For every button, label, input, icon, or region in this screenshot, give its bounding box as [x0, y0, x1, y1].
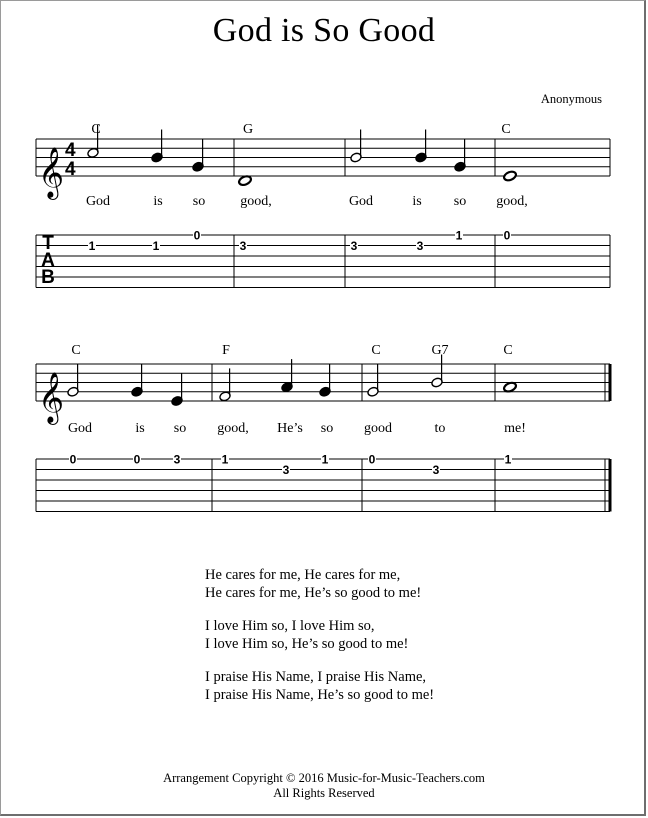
chord-symbol: G7 — [431, 343, 449, 358]
copyright-line: Arrangement Copyright © 2016 Music-for-Music-Teachers.com — [163, 771, 485, 785]
treble-clef-icon: 𝄞 — [38, 372, 65, 423]
tab-fret-number: 3 — [416, 239, 424, 253]
lyric-syllable: God — [85, 194, 111, 209]
time-signature-top: 4 — [65, 140, 76, 161]
tab-fret-number: 3 — [432, 463, 440, 477]
treble-clef-icon: 𝄞 — [38, 147, 65, 198]
lyric-syllable: He’s — [277, 421, 303, 436]
stanza-2 — [205, 617, 434, 653]
tab-fret-number: 0 — [368, 452, 376, 467]
lyric-syllable: so — [320, 421, 334, 436]
lyric-syllable: is — [412, 194, 422, 209]
chord-symbol: C — [71, 343, 81, 358]
chord-symbol: C — [91, 122, 101, 137]
tab-clef-letter: B — [41, 267, 55, 288]
chord-symbol: F — [222, 343, 230, 358]
lyric-syllable: so — [453, 194, 467, 209]
lyric-syllable: is — [153, 194, 163, 209]
tab-fret-number: 3 — [350, 239, 358, 253]
lyric-syllable: me! — [504, 421, 526, 436]
tab-clef-letter: A — [41, 250, 55, 271]
tab-fret-number: 1 — [455, 228, 463, 243]
tab-fret-number: 1 — [88, 239, 96, 253]
chord-symbol: C — [371, 343, 381, 358]
verse-line: He cares for me, He’s so good to me! — [205, 585, 422, 601]
lyric-syllable: so — [173, 421, 187, 436]
whole-note — [503, 170, 517, 182]
lyric-syllable: God — [348, 194, 374, 209]
tab-fret-number: 1 — [221, 452, 229, 467]
verse-lyrics — [205, 566, 434, 719]
tab-fret-number: 1 — [152, 239, 160, 253]
footer — [0, 771, 648, 801]
tab-fret-number: 0 — [133, 452, 141, 467]
lyric-syllable: good — [364, 421, 392, 436]
lyric-syllable: good, — [217, 421, 249, 436]
song-title: God is So Good — [212, 12, 436, 49]
lyric-syllable: good, — [496, 194, 528, 209]
tab-fret-number: 3 — [282, 463, 290, 477]
tab-fret-number: 1 — [504, 452, 512, 467]
chord-symbol: G — [242, 122, 254, 137]
tab-fret-number: 0 — [503, 228, 511, 243]
tab-fret-number: 1 — [321, 452, 329, 467]
tab-fret-number: 0 — [69, 452, 77, 467]
tab-fret-number: 3 — [239, 239, 247, 253]
verse-line: I love Him so, He’s so good to me! — [205, 636, 409, 652]
tab-fret-number: 3 — [173, 452, 181, 467]
verse-line: I praise His Name, He’s so good to me! — [205, 687, 435, 703]
chord-symbol: C — [503, 343, 513, 358]
lyric-syllable: to — [434, 421, 446, 436]
lyric-syllable: is — [135, 421, 145, 436]
composer-credit: Anonymous — [540, 92, 602, 106]
lyric-syllable: so — [192, 194, 206, 209]
time-signature-bottom: 4 — [65, 159, 76, 180]
stanza-1 — [205, 566, 434, 602]
lyric-syllable: God — [67, 421, 93, 436]
tab-fret-number: 0 — [193, 228, 201, 243]
verse-line: I praise His Name, I praise His Name, — [205, 669, 427, 685]
lyric-syllable: good, — [240, 194, 272, 209]
tab-clef-letter: T — [42, 233, 54, 254]
verse-line: He cares for me, He cares for me, — [205, 567, 401, 583]
rights-line: All Rights Reserved — [273, 786, 375, 800]
verse-line: I love Him so, I love Him so, — [205, 618, 375, 634]
chord-symbol: C — [501, 122, 511, 137]
stanza-3 — [205, 668, 434, 704]
